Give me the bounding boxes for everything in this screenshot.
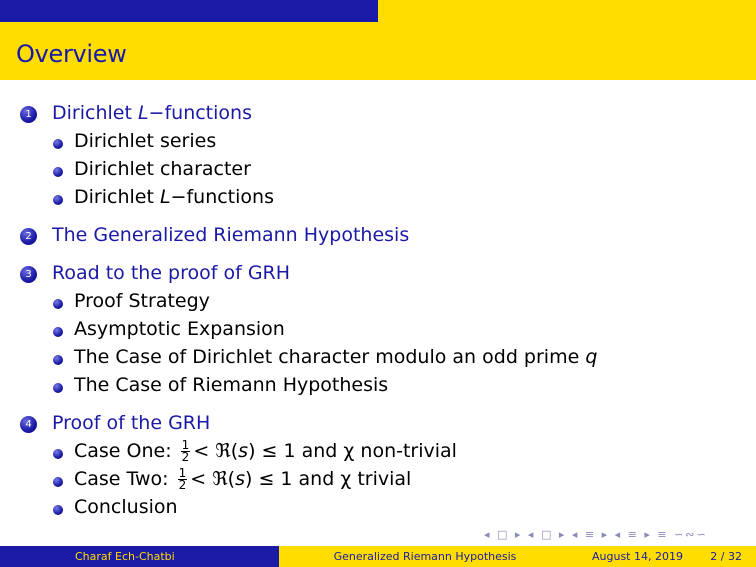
bullet-icon — [53, 139, 63, 149]
outline-section-3[interactable] — [0, 260, 756, 288]
subsection-item[interactable]: Dirichlet character — [0, 156, 756, 184]
section-number-1: 1 — [20, 106, 37, 123]
fraction: $\frac{1}{2}$ — [181, 438, 190, 464]
outline — [0, 100, 756, 522]
bullet-icon — [53, 167, 63, 177]
section-title-2[interactable]: The Generalized Riemann Hypothesis — [52, 224, 410, 246]
subsection-item[interactable]: Conclusion — [0, 494, 756, 522]
frame-title-bar — [0, 22, 756, 80]
bullet-icon — [53, 449, 63, 459]
subsection-item[interactable]: Proof Strategy — [0, 288, 756, 316]
subsection-item[interactable]: Dirichlet L−functions — [0, 184, 756, 212]
header-strip-yellow — [378, 0, 756, 22]
frame-title: Overview — [16, 40, 127, 68]
subsection-item[interactable]: Case Two: $\frac{1}{2}$ < ℜ(s) ≤ 1 and χ trivial — [0, 466, 756, 494]
section-number-2: 2 — [20, 228, 37, 245]
outline-section-2[interactable] — [0, 222, 756, 250]
header-strip — [0, 0, 756, 22]
footer-title: Generalized Riemann Hypothesis — [279, 546, 571, 567]
section-number-4: 4 — [20, 416, 37, 433]
page-number: 2 / 32 — [710, 550, 742, 563]
bullet-icon — [53, 195, 63, 205]
header-strip-blue — [0, 0, 378, 22]
bullet-icon — [53, 355, 63, 365]
bullet-icon — [53, 505, 63, 515]
footer-author: Charaf Ech-Chatbi — [0, 546, 279, 567]
navigation-symbols[interactable]: ◂ □ ▸ ◂ □ ▸ ◂ ≡ ▸ ◂ ≡ ▸ ≡ ∽∾∽ — [484, 528, 708, 541]
section-number-3: 3 — [20, 266, 37, 283]
bullet-icon — [53, 327, 63, 337]
outline-section-1[interactable] — [0, 100, 756, 128]
footer-info — [571, 546, 756, 567]
footer-date: August 14, 2019 — [592, 550, 683, 563]
section-title-3[interactable]: Road to the proof of GRH — [52, 262, 291, 284]
bullet-icon — [53, 383, 63, 393]
bullet-icon — [53, 299, 63, 309]
subsection-item[interactable]: Asymptotic Expansion — [0, 316, 756, 344]
outline-section-4[interactable] — [0, 410, 756, 438]
subsection-item[interactable]: Case One: $\frac{1}{2}$ < ℜ(s) ≤ 1 and χ non-trivial — [0, 438, 756, 466]
subsection-item[interactable]: Dirichlet series — [0, 128, 756, 156]
section-title-1[interactable]: Dirichlet L−functions — [52, 102, 252, 124]
bullet-icon — [53, 477, 63, 487]
subsection-item[interactable]: The Case of Riemann Hypothesis — [0, 372, 756, 400]
subsection-item[interactable]: The Case of Dirichlet character modulo an odd prime q — [0, 344, 756, 372]
section-title-4[interactable]: Proof of the GRH — [52, 412, 211, 434]
fraction: $\frac{1}{2}$ — [178, 466, 187, 492]
footer-bar — [0, 546, 756, 567]
